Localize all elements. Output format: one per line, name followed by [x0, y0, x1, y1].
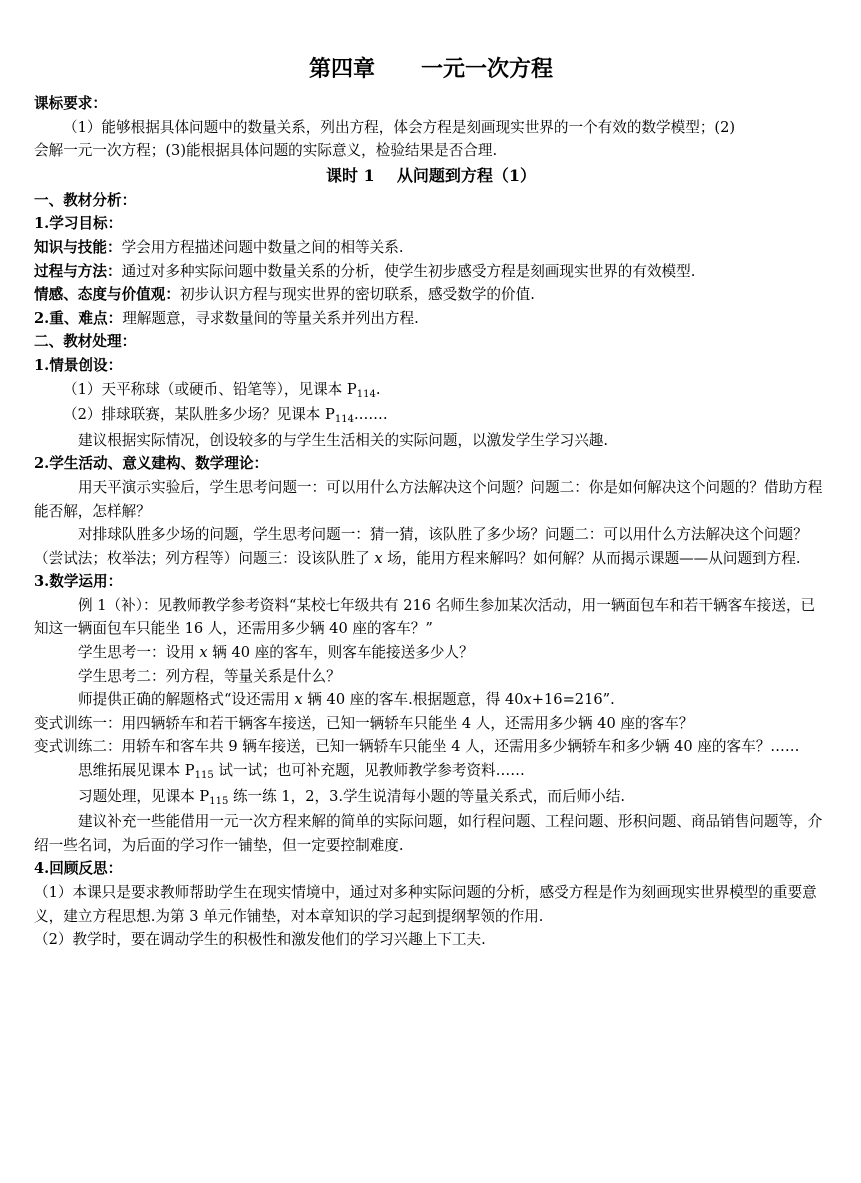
reflection-heading: 4.回顾反思：	[34, 860, 123, 878]
curriculum-text-line1: （1）能够根据具体问题中的数量关系，列出方程，体会方程是刻画现实世界的一个有效的数学模型；(2)	[63, 118, 736, 136]
variant-training-1: 变式训练一：用四辆轿车和若干辆客车接送，已知一辆轿车只能坐 4 人，还需用多少辆 40 座的客车？	[34, 714, 694, 732]
emotion-label: 情感、态度与价值观：	[34, 286, 180, 304]
section1-heading: 一、教材分析：	[34, 191, 137, 209]
exercise-handling: 习题处理，见课本 $P_{115}$ 练一练 1，2，3.学生说清每小题的等量关系式，而后师小结.	[78, 787, 625, 807]
activity-paragraph-1: 用天平演示实验后，学生思考问题一：可以用什么方法解决这个问题？问题二：你是如何解决这个问题的？借助方程能否解，怎样解？	[34, 478, 823, 520]
scenario-item-1: （1）天平称球（或硬币、铅笔等），见课本 $P_{114}$.	[63, 380, 381, 400]
variant-training-2: 变式训练二：用轿车和客车共 9 辆车接送，已知一辆轿车只能坐 4 人，还需用多少辆轿车和多少辆 40 座的客车？……	[34, 738, 800, 756]
process-label: 过程与方法：	[34, 262, 122, 280]
activity-heading: 2.学生活动、意义建构、数学理论：	[34, 455, 269, 473]
process-text: 通过对多种实际问题中数量关系的分析，使学生初步感受方程是刻画现实世界的有效模型.	[121, 262, 696, 280]
scenario-heading: 1.情景创设：	[34, 356, 123, 374]
teacher-format: 师提供正确的解题格式“设还需用 x 辆 40 座的客车.根据题意，得 40x+16=216”.	[78, 691, 615, 709]
scenario-suggestion: 建议根据实际情况，创设较多的与学生生活相关的实际问题，以激发学生学习兴趣.	[78, 431, 609, 449]
application-heading: 3.数学运用：	[34, 573, 123, 591]
knowledge-text: 学会用方程描述问题中数量之间的相等关系.	[121, 238, 404, 256]
learning-goals-heading: 1.学习目标：	[34, 215, 123, 233]
knowledge-skills	[34, 236, 828, 260]
curriculum-label: 课标要求：	[34, 95, 107, 112]
document-page	[34, 52, 828, 952]
chapter-title: 第四章 一元一次方程	[309, 56, 553, 82]
activity-paragraph-2: 对排球队胜多少场的问题，学生思考问题一：猜一猜，该队胜了多少场？问题二：可以用什么方法解决这个问题？（尝试法；枚举法；列方程等）问题三：设该队胜了 x 场，能用方程来解吗？如何解？从而揭示课题——从问题到方程.	[34, 526, 808, 567]
key-points-label: 2.重、难点：	[34, 309, 123, 327]
section2-heading: 二、教材处理：	[34, 333, 137, 351]
knowledge-label: 知识与技能：	[34, 238, 122, 256]
key-difficult-points	[34, 307, 828, 331]
example-1: 例 1（补）：见教师教学参考资料“某校七年级共有 216 名师生参加某次活动，用一辆面包车和若干辆客车接送，已知这一辆面包车只能坐 16 人，还需用多少辆 40 座的客车？”	[34, 596, 816, 638]
emotion-text: 初步认识方程与现实世界的密切联系，感受数学的价值.	[179, 286, 535, 304]
reflection-2: （2）教学时，要在调动学生的积极性和激发他们的学习兴趣上下工夫.	[34, 931, 486, 949]
scenario-item-2: （2）排球联赛，某队胜多少场？见课本 $P_{114}.\dots\dots$	[63, 406, 388, 426]
student-thought-1: 学生思考一：设用 x 辆 40 座的客车，则客车能接送多少人？	[78, 644, 474, 662]
supplement-suggestion: 建议补充一些能借用一元一次方程来解的简单的实际问题，如行程问题、工程问题、形积问题、商品销售问题等，介绍一些名词，为后面的学习作一铺垫，但一定要控制难度.	[34, 813, 823, 854]
reflection-1: （1）本课只是要求教师帮助学生在现实情境中，通过对多种实际问题的分析，感受方程是作为刻画现实世界模型的重要意义，建立方程思想.为第 3 单元作铺垫，对本章知识的学习起到提纲挈领的作用.	[34, 884, 817, 925]
student-thought-2: 学生思考二：列方程，等量关系是什么？	[78, 667, 341, 685]
lesson-title: 课时 1 从问题到方程（1）	[325, 165, 537, 185]
key-points-text: 理解题意，寻求数量间的等量关系并列出方程.	[122, 309, 419, 327]
curriculum-text-line2: 会解一元一次方程；(3)能根据具体问题的实际意义，检验结果是否合理.	[34, 142, 498, 160]
process-method	[34, 260, 828, 284]
thinking-extension: 思维拓展见课本 $P_{115}$ 试一试；也可补充题，见教师教学参考资料……	[78, 762, 525, 782]
emotion-values	[34, 283, 828, 307]
